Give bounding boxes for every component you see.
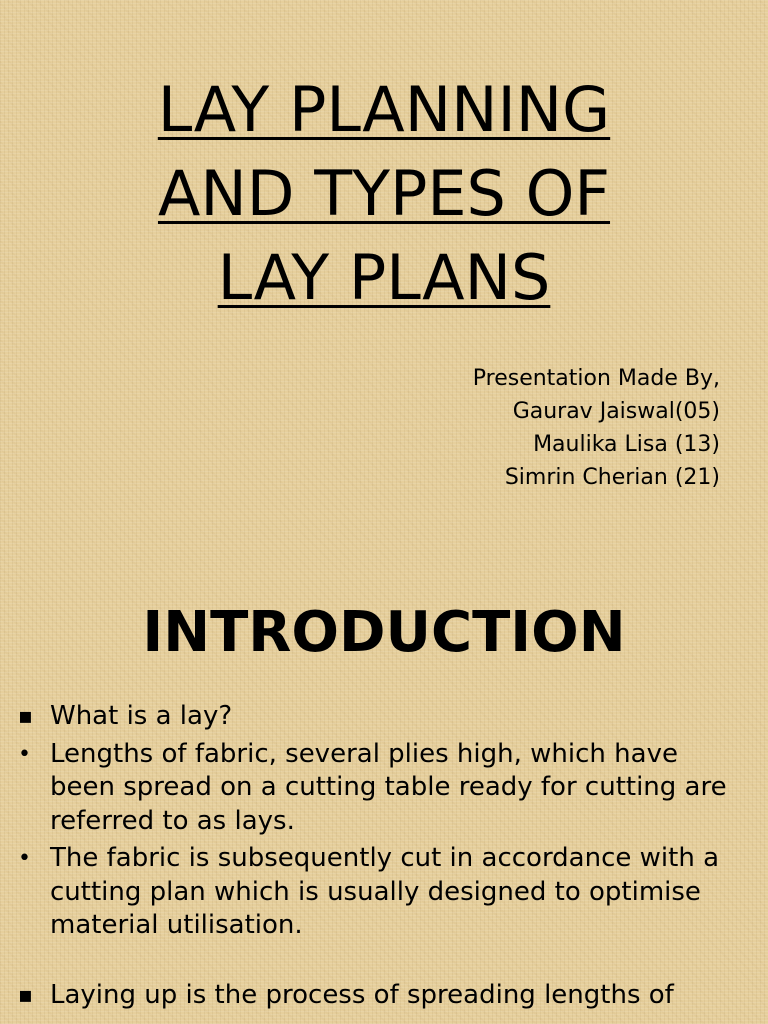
bullet-item bbox=[18, 738, 730, 839]
authors-intro: Presentation Made By, bbox=[472, 366, 720, 391]
introduction-slide bbox=[0, 560, 768, 1024]
authors-list bbox=[473, 362, 720, 494]
bullet-text: Laying up is the process of spreading lengths of bbox=[50, 979, 674, 1010]
title-line-text: LAY PLANS bbox=[217, 241, 551, 314]
bullet-item bbox=[18, 700, 730, 734]
title-line bbox=[0, 236, 768, 320]
bullet-item bbox=[18, 979, 730, 1013]
bullet-list bbox=[18, 700, 730, 1016]
bullet-text: What is a lay? bbox=[50, 701, 233, 731]
bullet-item bbox=[18, 842, 730, 943]
title-line-text: AND TYPES OF bbox=[157, 157, 611, 230]
bullet-text: Lengths of fabric, several plies high, which have been spread on a cutting table ready for cutting are referred to as lays. bbox=[50, 738, 727, 836]
author-item: Simrin Cherian (21) bbox=[504, 465, 720, 490]
author-item: Gaurav Jaiswal(05) bbox=[512, 399, 720, 424]
bullet-text: The fabric is subsequently cut in accordance with a cutting plan which is usually designed to optimise material utilisation. bbox=[50, 843, 720, 940]
slide-heading: INTRODUCTION bbox=[142, 600, 626, 665]
title-line-text: LAY PLANNING bbox=[157, 73, 611, 146]
square-bullet-icon: ▪ bbox=[18, 982, 33, 1008]
title-line bbox=[0, 68, 768, 152]
round-bullet-icon: • bbox=[18, 846, 31, 871]
square-bullet-icon: ▪ bbox=[18, 704, 33, 729]
title-line bbox=[0, 152, 768, 236]
presentation-title bbox=[0, 68, 768, 320]
author-item: Maulika Lisa (13) bbox=[533, 432, 720, 457]
round-bullet-icon: • bbox=[18, 741, 31, 767]
